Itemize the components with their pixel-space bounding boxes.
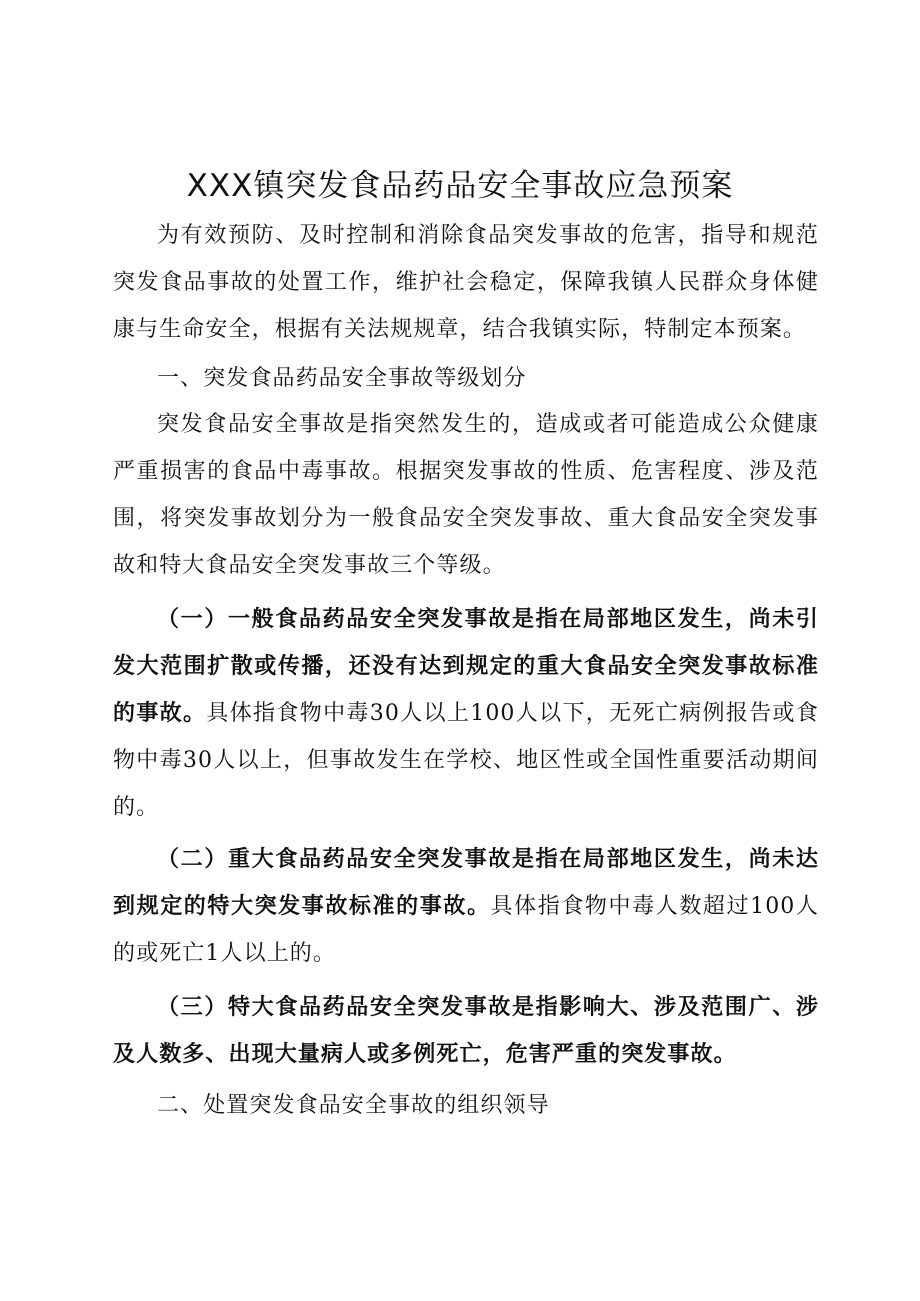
document-title: XXX镇突发食品药品安全事故应急预案 xyxy=(186,168,734,204)
section-2-heading: 二、处置突发食品安全事故的组织领导 xyxy=(157,1093,550,1118)
level-2-paragraph xyxy=(113,836,819,977)
level-2-detail: 具体指食物中毒人数超过100人的或死亡1人以上的。 xyxy=(113,894,819,966)
level-1-detail: 具体指食物中毒30人以上100人以下，无死亡病例报告或食物中毒30人以上，但事故发生在学校、地区性或全国性重要活动期间的。 xyxy=(113,701,819,820)
level-1-lead: （一）一般食品药品安全突发事故是指在局部地区发生，尚未引发大范围扩散或传播，还没有达到规定的重大食品安全突发事故标准的事故。 xyxy=(113,606,819,726)
intro-paragraph: 为有效预防、及时控制和消除食品突发事故的危害，指导和规范突发食品事故的处置工作，维护社会稳定，保障我镇人民群众身体健康与生命安全，根据有关法规规章，结合我镇实际，特制定本预案。 xyxy=(113,223,819,342)
level-3-paragraph xyxy=(113,984,819,1078)
level-1-paragraph xyxy=(113,596,819,831)
level-2-lead: （二）重大食品药品安全突发事故是指在局部地区发生，尚未达到规定的特大突发事故标准的事故。 xyxy=(113,846,819,919)
level-3-lead: （三）特大食品药品安全突发事故是指影响大、涉及范围广、涉及人数多、出现大量病人或多例死亡，危害严重的突发事故。 xyxy=(113,994,819,1067)
section-1-body: 突发食品安全事故是指突然发生的，造成或者可能造成公众健康严重损害的食品中毒事故。根据突发事故的性质、危害程度、涉及范围，将突发事故划分为一般食品安全突发事故、重大食品安全突发事故和特大食品安全突发事故三个等级。 xyxy=(113,412,819,578)
section-1-heading: 一、突发食品药品安全事故等级划分 xyxy=(157,366,527,391)
